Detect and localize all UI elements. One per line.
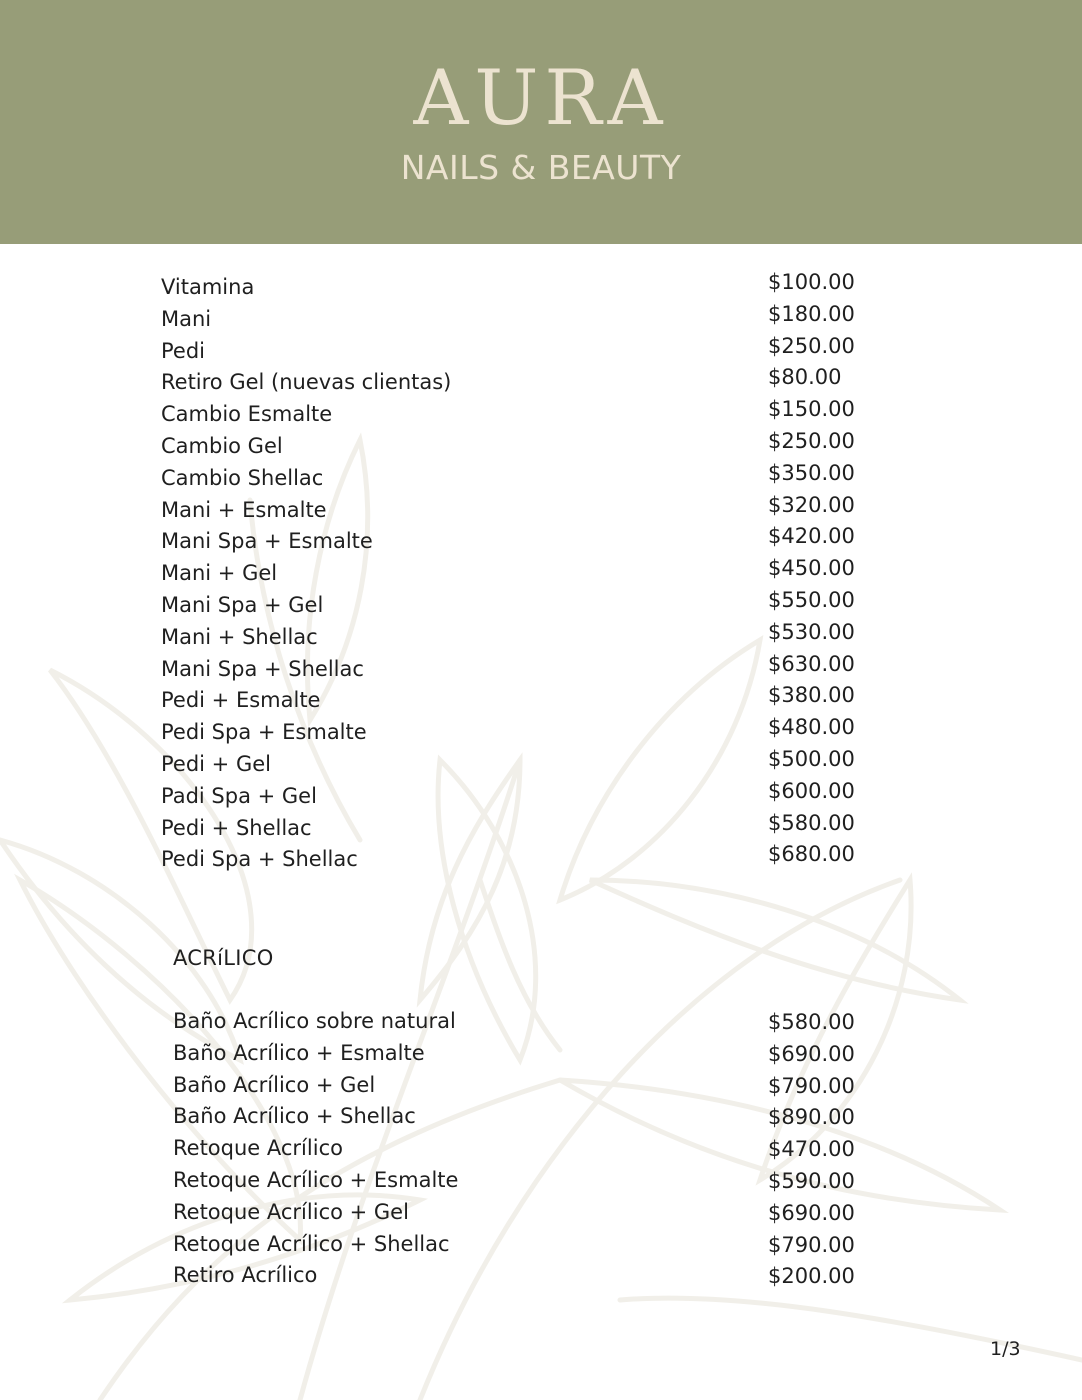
- service-price: $350.00: [768, 460, 855, 485]
- list-item: [173, 1101, 881, 1133]
- list-item: [173, 1006, 881, 1038]
- service-price: $380.00: [768, 683, 855, 708]
- service-name: Cambio Gel: [161, 433, 283, 458]
- service-price: $180.00: [768, 301, 855, 326]
- service-name: Baño Acrílico + Esmalte: [173, 1040, 425, 1065]
- service-name: Retiro Acrílico: [173, 1263, 318, 1288]
- service-name: Cambio Esmalte: [161, 402, 333, 427]
- service-price: $250.00: [768, 333, 855, 358]
- list-item: [161, 586, 881, 618]
- list-item: [161, 777, 881, 809]
- service-name: Cambio Shellac: [161, 465, 324, 490]
- service-price: $200.00: [768, 1264, 855, 1289]
- service-price: $890.00: [768, 1105, 855, 1130]
- service-name: Mani + Gel: [161, 561, 278, 586]
- brand-logo: [0, 53, 1082, 188]
- list-item: [173, 1260, 881, 1292]
- service-name: Mani: [161, 306, 212, 331]
- list-item: [173, 1197, 881, 1229]
- service-name: Baño Acrílico + Gel: [173, 1072, 376, 1097]
- service-name: Pedi Spa + Shellac: [161, 847, 358, 872]
- list-item: [161, 745, 881, 777]
- service-price: $470.00: [768, 1137, 855, 1162]
- list-item: [161, 809, 881, 841]
- list-item: [161, 554, 881, 586]
- service-name: Retoque Acrílico + Gel: [173, 1199, 409, 1224]
- list-item: [161, 268, 881, 300]
- service-price: $250.00: [768, 428, 855, 453]
- service-name: Mani Spa + Gel: [161, 592, 324, 617]
- list-item: [173, 1070, 881, 1102]
- service-price: $450.00: [768, 556, 855, 581]
- page-number: 1/3: [990, 1338, 1021, 1360]
- service-price: $150.00: [768, 397, 855, 422]
- service-price: $790.00: [768, 1232, 855, 1257]
- list-item: [161, 395, 881, 427]
- service-name: Baño Acrílico + Shellac: [173, 1104, 416, 1129]
- service-name: Retiro Gel (nuevas clientas): [161, 370, 452, 395]
- service-price: $550.00: [768, 587, 855, 612]
- service-price: $600.00: [768, 778, 855, 803]
- service-name: Retoque Acrílico + Shellac: [173, 1231, 450, 1256]
- service-price: $480.00: [768, 715, 855, 740]
- acrylic-section-title: ACRíLICO: [173, 946, 274, 970]
- service-price: $630.00: [768, 651, 855, 676]
- service-name: Vitamina: [161, 275, 255, 299]
- service-name: Pedi + Esmalte: [161, 688, 321, 713]
- service-name: Mani Spa + Esmalte: [161, 529, 373, 554]
- service-price: $790.00: [768, 1073, 855, 1098]
- brand-tagline: NAILS & BEAUTY: [400, 148, 682, 187]
- list-item: [173, 1133, 881, 1165]
- service-name: Mani + Esmalte: [161, 497, 327, 522]
- service-price: $420.00: [768, 524, 855, 549]
- service-price: $580.00: [768, 1010, 855, 1034]
- service-price: $80.00: [768, 365, 842, 390]
- service-name: Pedi Spa + Esmalte: [161, 720, 367, 745]
- service-name: Retoque Acrílico: [173, 1136, 343, 1161]
- list-item: [161, 363, 881, 395]
- list-item: [161, 840, 881, 872]
- list-item: [161, 459, 881, 491]
- list-item: [161, 522, 881, 554]
- service-price: $320.00: [768, 492, 855, 517]
- list-item: [161, 650, 881, 682]
- service-price: $690.00: [768, 1041, 855, 1066]
- service-name: Pedi + Shellac: [161, 815, 312, 840]
- service-price: $590.00: [768, 1168, 855, 1193]
- list-item: [161, 713, 881, 745]
- service-name: Baño Acrílico sobre natural: [173, 1009, 456, 1033]
- service-price: $100.00: [768, 270, 855, 294]
- list-item: [161, 618, 881, 650]
- service-price: $690.00: [768, 1200, 855, 1225]
- service-price: $500.00: [768, 746, 855, 771]
- service-name: Mani Spa + Shellac: [161, 656, 364, 681]
- service-price: $680.00: [768, 842, 855, 867]
- list-item: [173, 1165, 881, 1197]
- list-item: [173, 1038, 881, 1070]
- list-item: [161, 332, 881, 364]
- list-item: [173, 1229, 881, 1261]
- brand-name: AURA: [413, 53, 669, 142]
- services-price-list: [161, 268, 881, 872]
- list-item: [161, 681, 881, 713]
- service-name: Padi Spa + Gel: [161, 783, 317, 808]
- service-name: Pedi: [161, 338, 205, 363]
- list-item: [161, 427, 881, 459]
- service-price: $530.00: [768, 619, 855, 644]
- list-item: [161, 300, 881, 332]
- service-name: Pedi + Gel: [161, 751, 271, 776]
- service-name: Retoque Acrílico + Esmalte: [173, 1167, 459, 1192]
- acrylic-price-list: [173, 1006, 881, 1292]
- service-price: $580.00: [768, 810, 855, 835]
- list-item: [161, 491, 881, 523]
- service-name: Mani + Shellac: [161, 624, 318, 649]
